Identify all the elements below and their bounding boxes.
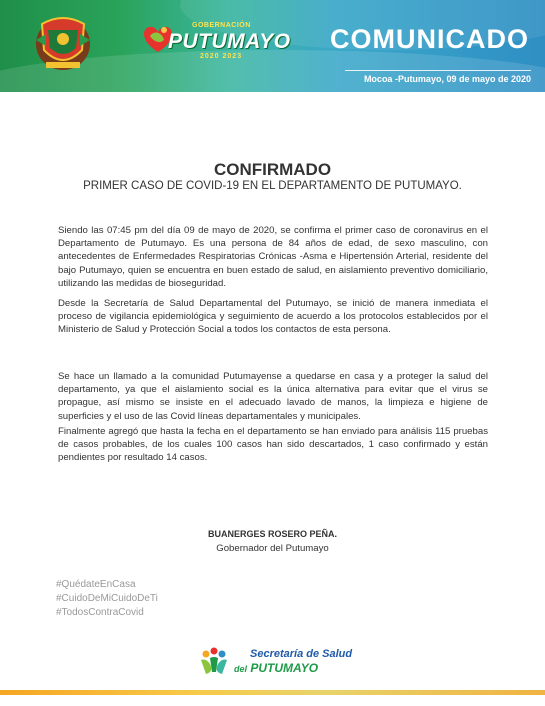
health-people-icon (198, 646, 230, 678)
document-title: CONFIRMADO (213, 160, 332, 179)
bottom-stripe (0, 690, 545, 695)
paragraph: Finalmente agregó que hasta la fecha en el departamento se han enviado para análisis 115 pruebas de casos probables, de los cuales 100 casos han sido descartados, 1 caso confirmado y están pendientes por resultado 14 casos. (58, 426, 488, 464)
hashtags (56, 578, 158, 620)
date-divider (345, 70, 531, 71)
hashtag: #TodosContraCovid (56, 607, 144, 618)
coat-of-arms-icon (32, 10, 94, 74)
document-subtitle: PRIMER CASO DE COVID-19 EN EL DEPARTAMENTO DE PUTUMAYO. (83, 180, 462, 192)
footer-line2-prefix: del (234, 664, 248, 674)
paragraph: Se hace un llamado a la comunidad Putumayense a quedarse en casa y a proteger la salud del departamento, ya que el aislamiento social es la única alternativa para evitar que el virus se propague, así mismo se insiste en el adecuado lavado de manos, la limpieza e higiene de superficies y el uso de las Covid líneas departamentales y municipales. (58, 371, 488, 422)
footer-line2 (234, 661, 318, 675)
banner-title: COMUNICADO (330, 24, 529, 54)
date-line: Mocoa -Putumayo, 09 de mayo de 2020 (363, 74, 531, 84)
paragraph: Siendo las 07:45 pm del día 09 de mayo de 2020, se confirma el primer caso de coronavirus en el Departamento de Putumayo. Es una persona de 84 años de edad, de sexo masculino, con antecedentes de Enfermedades Respiratorias Crónicas -Asma e Hipertensión Arterial, residente del bajo Putumayo, quien se encuentra en buen estado de salud, en aislamiento preventivo domiciliario, utilizando las medidas de bioseguridad. (58, 225, 488, 289)
secretaria-salud-logo (198, 642, 358, 682)
hashtag: #QuédateEnCasa (56, 579, 136, 590)
footer-line2-name: PUTUMAYO (250, 661, 319, 675)
footer-line1: Secretaría de Salud (250, 648, 353, 660)
signer-role: Gobernador del Putumayo (216, 543, 329, 554)
gobernacion-label: GOBERNACIÓN (192, 22, 251, 29)
header-banner (0, 0, 545, 92)
hashtag: #CuidoDeMiCuidoDeTi (56, 593, 158, 604)
gobernacion-name: PUTUMAYO (168, 30, 291, 53)
signer-name: BUANERGES ROSERO PEÑA. (207, 529, 338, 539)
paragraph: Desde la Secretaría de Salud Departamental del Putumayo, se inició de manera inmediata el proceso de vigilancia epidemiológica y seguimiento de acuerdo a los protocolos establecidos por el Ministerio de Salud y Protección Social a todos los contactos de esta persona. (58, 298, 488, 336)
gobernacion-years: 2020 2023 (200, 53, 243, 60)
